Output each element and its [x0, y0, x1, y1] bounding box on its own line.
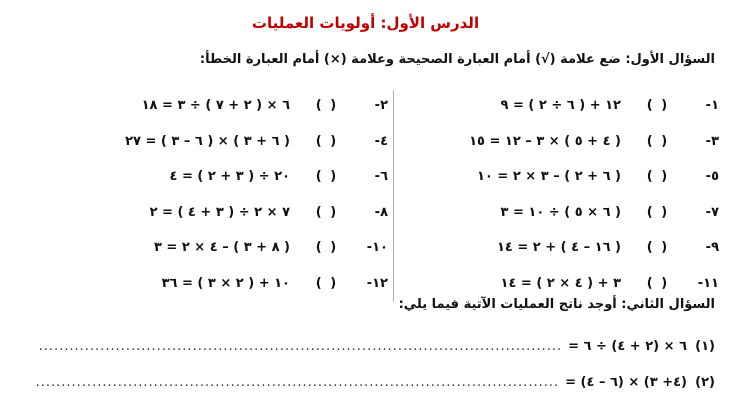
item-number: ٢- [374, 98, 388, 114]
answer-box[interactable]: ( ) [646, 169, 670, 185]
item-expression: ( ٨ + ٣ ) – ٤ × ٢ = ٣ [153, 240, 290, 256]
item-number: ١٠- [366, 240, 388, 256]
answer-box[interactable]: ( ) [646, 133, 670, 149]
item-expression: ١٠ + ( ٢ × ٣ ) = ٣٦ [161, 275, 290, 291]
exercise-number: (٢) [695, 374, 715, 390]
statement-item [389, 266, 719, 302]
item-expression: ( ٦ × ٥ ) ÷ ١٠ = ٣ [500, 204, 621, 220]
item-number: ٤- [374, 133, 388, 149]
statement-item [58, 195, 388, 231]
exercise-item [15, 328, 715, 364]
item-expression: ( ٦ + ٣ ) × ( ٦ – ٣ ) = ٢٧ [125, 133, 290, 149]
item-number: ٨- [374, 204, 388, 220]
item-number: ٦- [374, 169, 388, 185]
question1-right-column [389, 88, 719, 301]
statement-item [58, 230, 388, 266]
answer-box[interactable]: ( ) [315, 169, 339, 185]
answer-box[interactable]: ( ) [315, 133, 339, 149]
item-number: ١- [705, 98, 719, 114]
question1-title: السؤال الأول: ضع علامة (√) أمام العبارة الصحيحة وعلامة (×) أمام العبارة الخطأ: [199, 52, 715, 67]
item-number: ١٢- [366, 275, 388, 291]
exercise-expression: ٦ × (٢ + ٤) ÷ ٦ = [568, 338, 687, 354]
answer-box[interactable]: ( ) [315, 98, 339, 114]
answer-line[interactable]: ...................................................................................................... [38, 338, 563, 354]
question2-items [15, 328, 715, 400]
item-number: ١١- [697, 275, 719, 291]
exercise-number: (١) [695, 338, 715, 354]
item-number: ٥- [705, 169, 719, 185]
answer-box[interactable]: ( ) [646, 240, 670, 256]
item-expression: ٧ × ٢ ÷ ( ٣ + ٤ ) = ٢ [149, 204, 290, 220]
statement-item [389, 230, 719, 266]
answer-box[interactable]: ( ) [646, 204, 670, 220]
question2-title: السؤال الثاني: أوجد ناتج العمليات الآتية فيما يلي: [398, 297, 715, 312]
item-expression: ( ١٦ – ٤ ) + ٢ = ١٤ [496, 240, 621, 256]
item-number: ٩- [705, 240, 719, 256]
statement-item [389, 88, 719, 124]
answer-line[interactable]: ...................................................................................................... [35, 374, 560, 390]
answer-box[interactable]: ( ) [315, 240, 339, 256]
answer-box[interactable]: ( ) [315, 204, 339, 220]
statement-item [389, 124, 719, 160]
item-expression: ٢٠ ÷ ( ٣ + ٢ ) = ٤ [169, 169, 290, 185]
item-number: ٧- [705, 204, 719, 220]
answer-box[interactable]: ( ) [646, 275, 670, 291]
statement-item [58, 159, 388, 195]
statement-item [58, 266, 388, 302]
answer-box[interactable]: ( ) [646, 98, 670, 114]
exercise-item [15, 364, 715, 400]
item-expression: ٣ + ( ٤ × ٢ ) = ١٤ [500, 275, 621, 291]
statement-item [58, 124, 388, 160]
item-expression: ١٢ + ( ٦ ÷ ٢ ) = ٩ [500, 98, 621, 114]
question1-left-column [58, 88, 388, 301]
statement-item [389, 195, 719, 231]
lesson-title: الدرس الأول: أولويات العمليات [251, 14, 480, 32]
exercise-expression: (٤+ ٣) × (٦ – ٤) = [565, 374, 687, 390]
answer-box[interactable]: ( ) [315, 275, 339, 291]
item-number: ٣- [705, 133, 719, 149]
item-expression: ( ٦ + ٢ ) – ٣ × ٢ = ١٠ [477, 169, 621, 185]
item-expression: ٦ × ( ٢ + ٧ ) ÷ ٣ = ١٨ [141, 98, 290, 114]
statement-item [58, 88, 388, 124]
item-expression: ( ٤ + ٥ ) × ٣ – ١٢ = ١٥ [469, 133, 621, 149]
statement-item [389, 159, 719, 195]
